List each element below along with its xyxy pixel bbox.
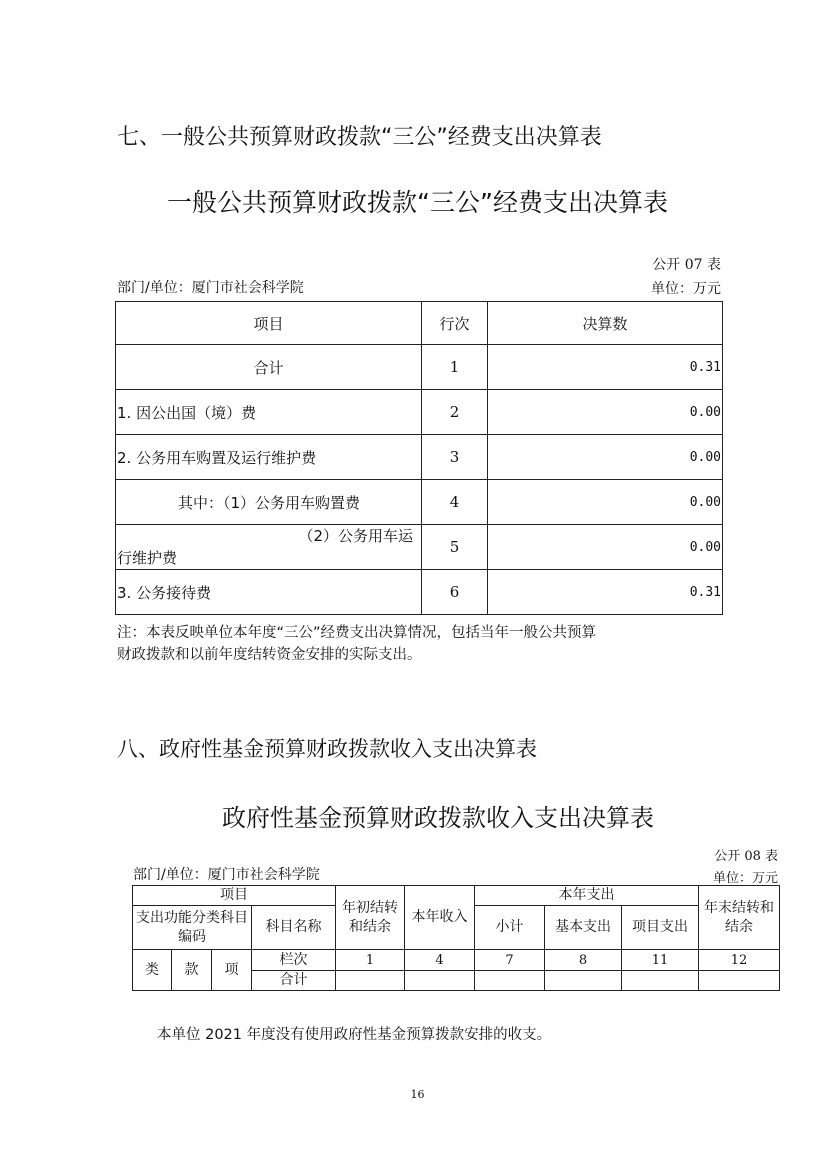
table-header-row bbox=[116, 302, 723, 345]
government-fund-table bbox=[132, 885, 780, 991]
row-number: 4 bbox=[405, 950, 475, 971]
total-cell bbox=[336, 971, 405, 991]
row-number: 8 bbox=[545, 950, 622, 971]
header-kuan: 款 bbox=[172, 950, 212, 991]
header-line-no: 行次 bbox=[422, 302, 488, 345]
header-expense: 本年支出 bbox=[475, 886, 699, 906]
row-line-no: 1 bbox=[422, 345, 488, 390]
row-number: 1 bbox=[336, 950, 405, 971]
row-line-no: 6 bbox=[422, 570, 488, 615]
header-row-1 bbox=[133, 886, 780, 906]
table-2-code: 公开 08 表 bbox=[714, 849, 778, 864]
table-2-note: 本单位 2021 年度没有使用政府性基金预算拨款安排的收支。 bbox=[157, 1027, 552, 1043]
section-7-heading: 七、一般公共预算财政拨款“三公”经费支出决算表 bbox=[117, 125, 602, 150]
row-number: 12 bbox=[699, 950, 780, 971]
note-line-2: 财政拨款和以前年度结转资金安排的实际支出。 bbox=[117, 647, 422, 663]
three-public-expense-table bbox=[115, 301, 723, 615]
table-2-title: 政府性基金预算财政拨款收入支出决算表 bbox=[222, 804, 654, 832]
total-cell bbox=[545, 971, 622, 991]
header-project: 项目 bbox=[133, 886, 336, 906]
header-lei: 类 bbox=[133, 950, 172, 991]
row-number: 7 bbox=[475, 950, 545, 971]
header-subtotal: 小计 bbox=[475, 906, 545, 950]
row-item-line-1: （2）公务用车运 bbox=[298, 527, 413, 545]
table-row bbox=[116, 525, 723, 570]
header-income: 本年收入 bbox=[405, 886, 475, 950]
table-row bbox=[116, 570, 723, 615]
header-item: 项目 bbox=[116, 302, 422, 345]
row-item: 合计 bbox=[116, 345, 422, 390]
row-amount: 0.31 bbox=[488, 345, 723, 390]
table-row bbox=[116, 345, 723, 390]
row-amount: 0.00 bbox=[488, 480, 723, 525]
row-item: 1. 因公出国（境）费 bbox=[116, 390, 422, 435]
table-2-department: 部门/单位：厦门市社会科学院 bbox=[133, 867, 320, 883]
row-number-row bbox=[133, 950, 780, 971]
header-begin-balance: 年初结转和结余 bbox=[336, 886, 405, 950]
header-end-balance: 年末结转和结余 bbox=[699, 886, 780, 950]
row-item-line-2: 行维护费 bbox=[117, 549, 178, 567]
total-cell bbox=[699, 971, 780, 991]
table-1-note bbox=[117, 622, 727, 666]
table-row bbox=[116, 480, 723, 525]
row-item bbox=[116, 525, 422, 570]
row-item: 其中：（1）公务用车购置费 bbox=[116, 480, 422, 525]
total-cell bbox=[475, 971, 545, 991]
row-line-no: 3 bbox=[422, 435, 488, 480]
header-amount: 决算数 bbox=[488, 302, 723, 345]
row-item: 3. 公务接待费 bbox=[116, 570, 422, 615]
row-line-no: 4 bbox=[422, 480, 488, 525]
table-1-unit: 单位：万元 bbox=[651, 281, 721, 297]
total-cell bbox=[622, 971, 699, 991]
total-label: 合计 bbox=[252, 971, 336, 991]
table-1-title: 一般公共预算财政拨款“三公”经费支出决算表 bbox=[167, 188, 668, 217]
row-amount: 0.00 bbox=[488, 435, 723, 480]
header-subject-name: 科目名称 bbox=[252, 906, 336, 950]
row-item: 2. 公务用车购置及运行维护费 bbox=[116, 435, 422, 480]
header-project-exp: 项目支出 bbox=[622, 906, 699, 950]
table-2-unit: 单位：万元 bbox=[712, 871, 778, 886]
header-xiang: 项 bbox=[212, 950, 252, 991]
section-8-heading: 八、政府性基金预算财政拨款收入支出决算表 bbox=[117, 737, 537, 761]
row-amount: 0.00 bbox=[488, 390, 723, 435]
row-number: 11 bbox=[622, 950, 699, 971]
table-1-department: 部门/单位：厦门市社会科学院 bbox=[117, 280, 304, 296]
header-basic: 基本支出 bbox=[545, 906, 622, 950]
row-line-no: 2 bbox=[422, 390, 488, 435]
row-amount: 0.31 bbox=[488, 570, 723, 615]
total-cell bbox=[405, 971, 475, 991]
note-line-1: 注：本表反映单位本年度“三公”经费支出决算情况，包括当年一般公共预算 bbox=[117, 625, 597, 641]
row-no-label: 栏次 bbox=[252, 950, 336, 971]
header-func-code: 支出功能分类科目编码 bbox=[133, 906, 252, 950]
table-1-code: 公开 07 表 bbox=[652, 257, 721, 273]
page-number: 16 bbox=[410, 1088, 425, 1101]
table-row bbox=[116, 390, 723, 435]
table-row bbox=[116, 435, 723, 480]
row-line-no: 5 bbox=[422, 525, 488, 570]
row-amount: 0.00 bbox=[488, 525, 723, 570]
